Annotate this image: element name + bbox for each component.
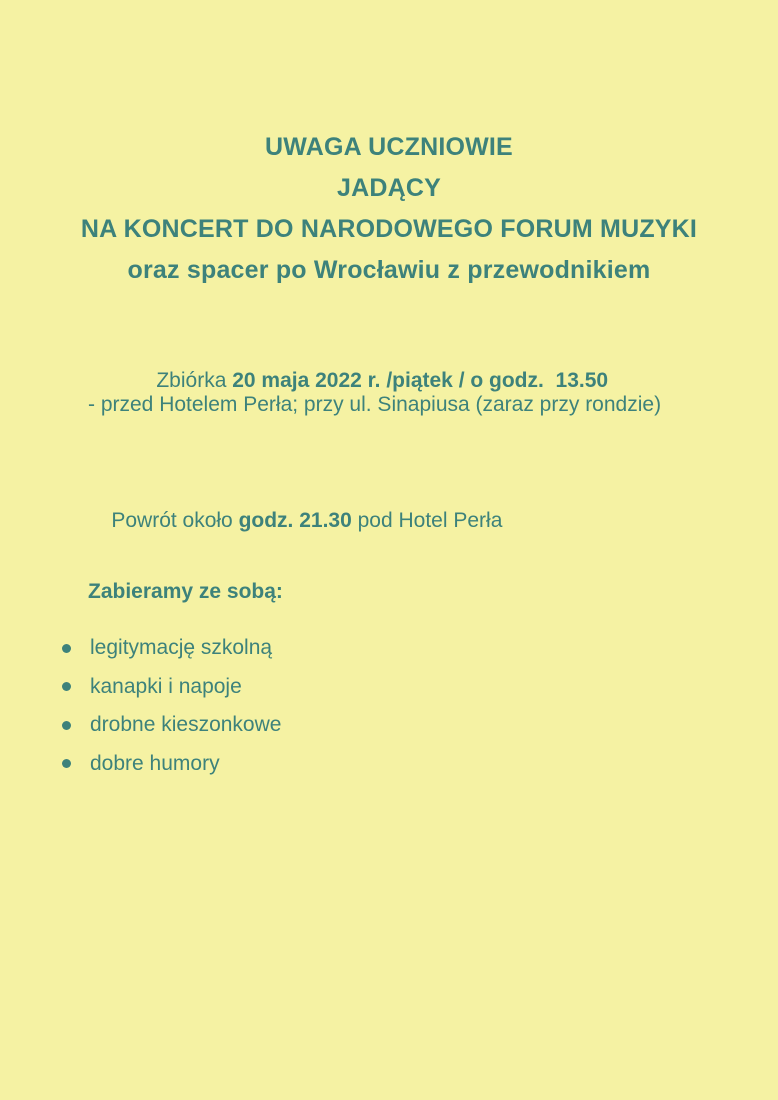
bring-list [62, 629, 281, 783]
notice-title-line-2: JADĄCY [337, 174, 441, 202]
meeting-time-bold: 20 maja 2022 r. /piątek / o godz. 13.50 [232, 369, 609, 392]
meeting-time-prefix: Zbiórka [156, 369, 233, 392]
notice-title-line-4: oraz spacer po Wrocławiu z przewodnikiem [127, 256, 651, 284]
notice-title-block [0, 127, 778, 291]
return-info-bold: godz. 21.30 [238, 509, 352, 532]
list-item-text: kanapki i napoje [90, 674, 242, 698]
list-item [62, 706, 281, 745]
bullet-icon [62, 644, 71, 653]
list-item-text: legitymację szkolną [90, 636, 273, 660]
return-info-prefix: Powrót około [111, 509, 239, 532]
list-item [62, 745, 281, 784]
list-item [62, 668, 281, 707]
list-item-text: drobne kieszonkowe [90, 713, 282, 737]
bring-heading: Zabieramy ze sobą: [88, 580, 283, 603]
list-item-text: dobre humory [90, 751, 220, 775]
bullet-icon [62, 682, 71, 691]
list-item [62, 629, 281, 668]
return-info-line [88, 482, 502, 560]
return-info-suffix: pod Hotel Perła [351, 509, 503, 532]
bullet-icon [62, 759, 71, 768]
bullet-icon [62, 721, 71, 730]
meeting-place-line: - przed Hotelem Perła; przy ul. Sinapiusa (zaraz przy rondzie) [88, 393, 662, 416]
notice-title-line-1: UWAGA UCZNIOWIE [265, 133, 513, 161]
notice-title-line-3: NA KONCERT DO NARODOWEGO FORUM MUZYKI [80, 215, 698, 243]
